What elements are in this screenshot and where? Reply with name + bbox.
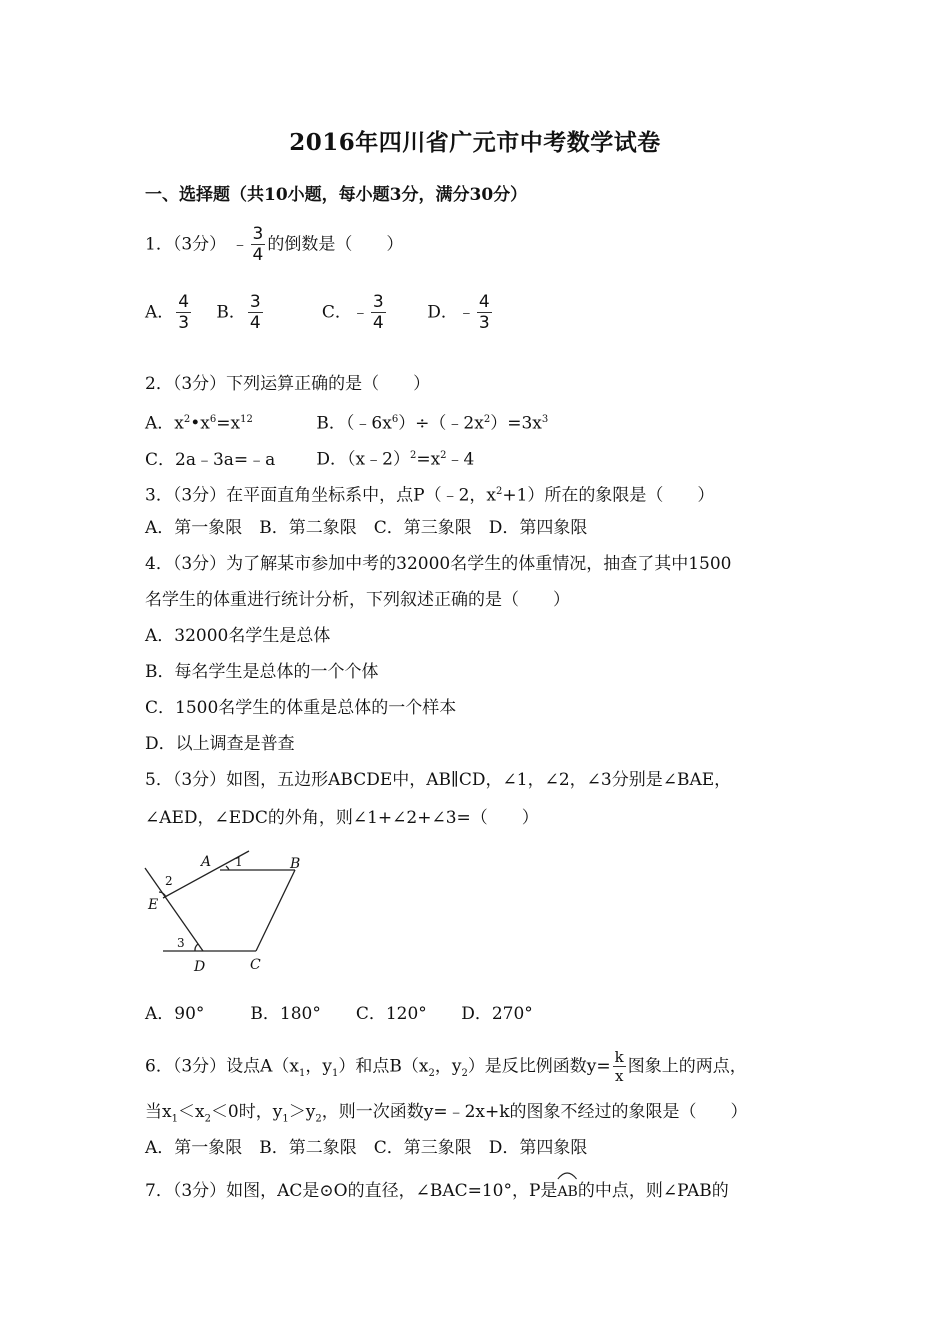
question-6-stem-line2: 当$x_1<x_2<0$时，$y_1>y_2$，则一次函数y=﹣2x+k的图象不经过的象限是（ ） [145, 1102, 748, 1125]
segment-bc [256, 870, 295, 951]
fraction: $\frac{4}{3}$ [478, 292, 490, 333]
arc-icon [557, 1170, 577, 1180]
question-1-options [145, 294, 494, 332]
question-3-stem: 3．（3分）在平面直角坐标系中，点P（﹣2，$x^2+1$）所在的象限是（ ） [145, 485, 715, 506]
angle-1-label: 1 [235, 855, 243, 869]
label-a: A [201, 854, 212, 870]
fraction: $\frac{k}{x}$ [614, 1048, 624, 1085]
question-2-options-ab [145, 408, 548, 436]
question-2-options-cd [145, 444, 474, 472]
angle-2-arc [159, 892, 166, 897]
fraction: $\frac{3}{4}$ [252, 224, 264, 265]
label-d: D [194, 959, 206, 975]
question-5-stem-line2: ∠AED，∠EDC的外角，则∠1+∠2+∠3=（ ） [145, 808, 539, 828]
option-d: D．270° [461, 1004, 533, 1024]
option-d: D．$(x﹣2)^2=x^2﹣4$ [316, 449, 475, 470]
section-heading: 一、选择题（共10小题，每小题3分，满分30分） [145, 185, 528, 205]
fraction: $\frac{4}{3}$ [178, 292, 190, 333]
angle-2-label: 2 [165, 874, 173, 888]
option-c: C．120° [355, 1004, 427, 1024]
question-2-stem: 2．（3分）下列运算正确的是（ ） [145, 374, 431, 394]
question-4-stem-line2: 名学生的体重进行统计分析，下列叙述正确的是（ ） [145, 590, 570, 610]
pentagon-figure [143, 848, 313, 978]
question-4-option-d: D．以上调查是普查 [145, 734, 295, 754]
option-a: A．$x^2•x^6=x^{12}$ [145, 413, 253, 434]
option-b: B． $\frac{3}{4}$ [216, 292, 261, 333]
option-c: C．﹣ $\frac{3}{4}$ [321, 292, 384, 333]
question-4-option-b: B．每名学生是总体的一个个体 [145, 662, 379, 682]
question-4-stem-line1: 4．（3分）为了解某市参加中考的32000名学生的体重情况，抽查了其中1500 [145, 554, 732, 574]
option-a: A．90° [145, 1004, 205, 1024]
question-5-options [145, 1002, 533, 1026]
question-6-options: A．第一象限 B．第二象限 C．第三象限 D．第四象限 [145, 1138, 588, 1158]
exam-title: 2016年四川省广元市中考数学试卷 [289, 129, 661, 156]
question-4-option-a: A．32000名学生是总体 [145, 626, 331, 646]
option-b: B．$(﹣6x^6)\div(﹣2x^2)=3x^3$ [316, 413, 549, 434]
label-e: E [148, 897, 159, 913]
question-5-stem-line1: 5．（3分）如图，五边形ABCDE中，AB∥CD，∠1，∠2，∠3分别是∠BAE， [145, 770, 732, 790]
label-c: C [250, 957, 261, 973]
question-4-option-c: C．1500名学生的体重是总体的一个样本 [145, 698, 457, 718]
option-b: B．180° [250, 1004, 321, 1024]
question-1-stem: 1．（3分） ﹣ $\frac{3}{4}$ 的倒数是（ ） [145, 224, 404, 265]
option-d: D．﹣ $\frac{4}{3}$ [427, 292, 490, 333]
label-b: B [290, 856, 301, 872]
fraction: $\frac{3}{4}$ [372, 292, 384, 333]
question-3-options: A．第一象限 B．第二象限 C．第三象限 D．第四象限 [145, 518, 588, 538]
arc-ab: AB [557, 1174, 577, 1204]
angle-3-arc [195, 944, 198, 951]
question-6-stem-line1: 6．（3分）设点$A(x_1$，$y_1$）和点$B(x_2$，$y_2$）是反比例函数y= $\frac{k}{x}$ 图象上的两点， [145, 1048, 747, 1085]
fraction: $\frac{3}{4}$ [249, 292, 261, 333]
angle-3-label: 3 [177, 936, 185, 950]
question-7-stem: 7．（3分）如图，AC是⊙O的直径，∠BAC=10°，P是 AB的中点，则∠PAB的 [145, 1174, 729, 1204]
option-a: A． $\frac{4}{3}$ [145, 292, 190, 333]
option-c: C．2a﹣3a=﹣a [145, 449, 276, 470]
